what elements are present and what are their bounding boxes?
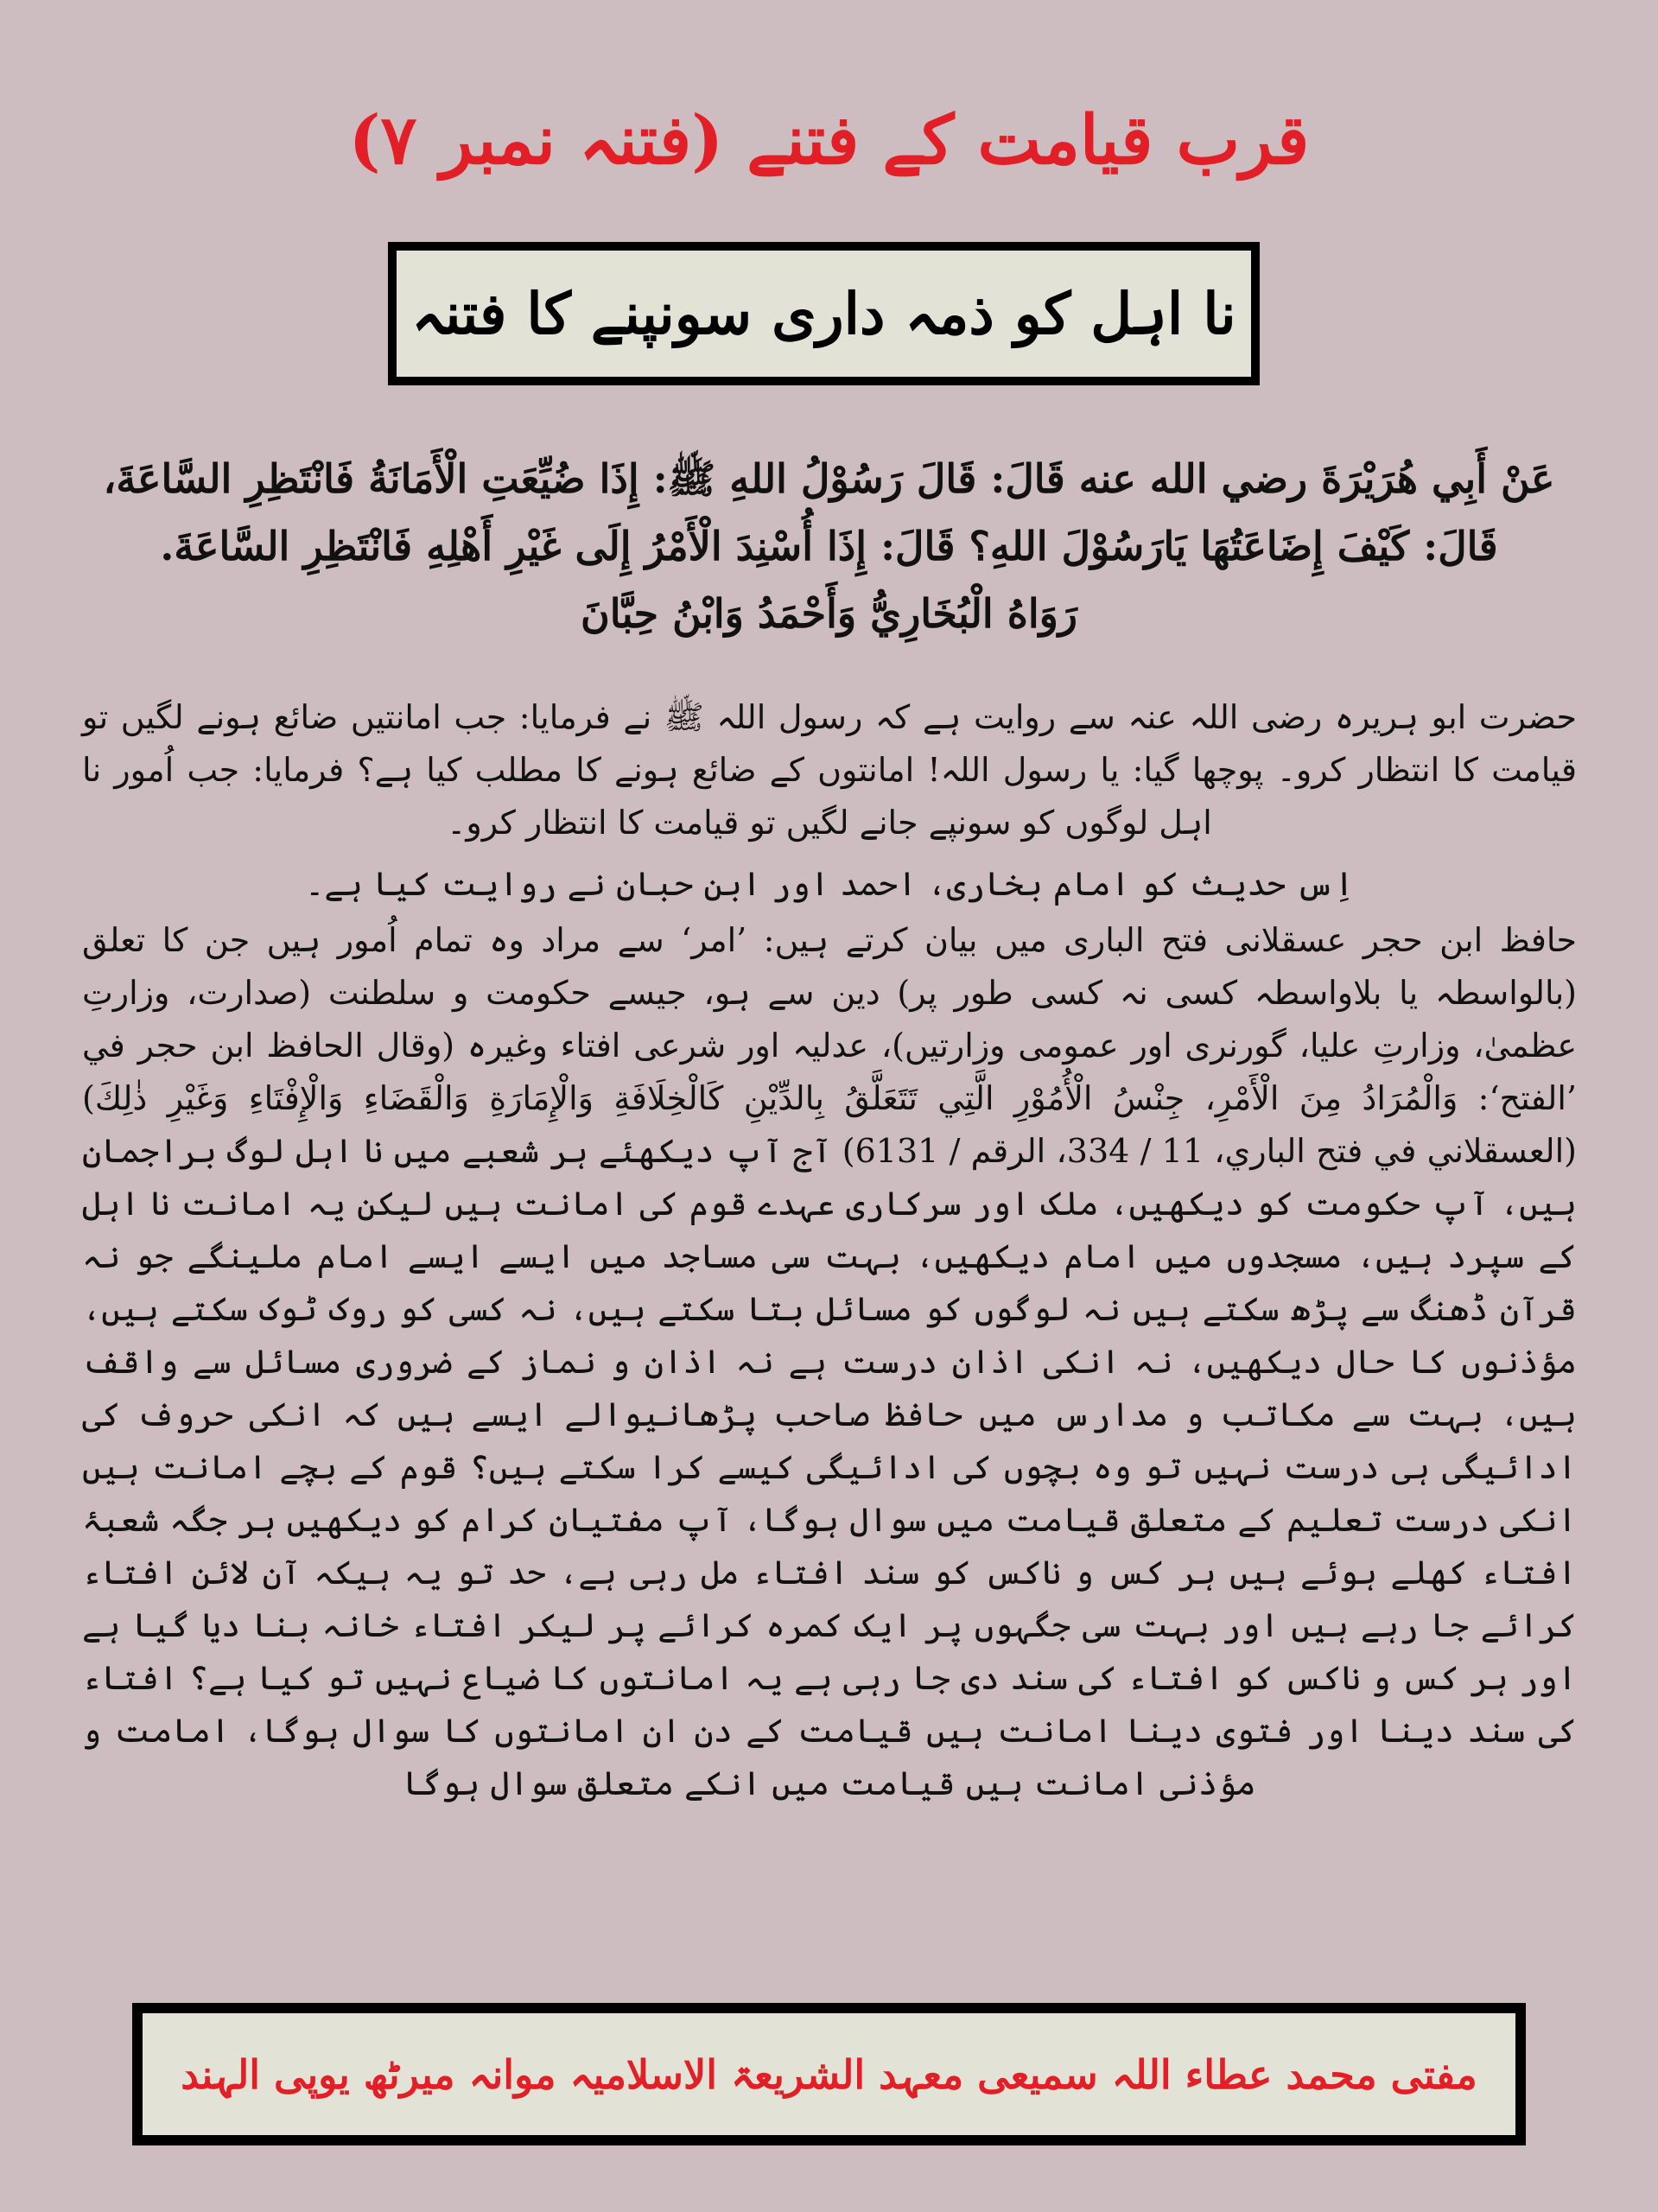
hadith-line-2: قَالَ: كَيْفَ إِضَاعَتُهَا يَارَسُوْلَ اللهِ؟ قَالَ: إِذَا أُسْنِدَ الْأَمْرُ إِلَى غَيْرِ أَهْلِهِ فَانْتَظِرِ السَّاعَةَ. <box>160 523 1498 569</box>
subtitle: نا اہل کو ذمہ داری سونپنے کا فتنہ <box>411 280 1236 347</box>
author-credit: مفتی محمد عطاء اللہ سمیعی معہد الشریعۃ الاسلامیہ موانہ میرٹھ یوپی الہند <box>181 2050 1477 2098</box>
commentary-paragraph: حافظ ابن حجر عسقلانی فتح الباری میں بیان کرتے ہیں: ’امر‘ سے مراد وہ تمام اُمور ہیں جن کا تعلق (بالواسطہ یا بلاواسطہ کسی نہ کسی طور پر) دین سے ہو، جیسے حکومت و سلطنت (صدارت، وزارتِ عظمیٰ، وزارتِ علیا، گورنری اور عمومی وزارتیں)، عدلیہ اور شرعی افتاء وغیرہ (وقال الحافظ ابن حجر في ’الفتح‘: وَالْمُرَادُ مِنَ الْأَمْرِ، جِنْسُ الْأُمُوْرِ الَّتِي تَتَعَلَّقُ بِالدِّيْنِ كَالْخِلَافَةِ وَالْإِمَارَةِ وَالْقَضَاءِ وَالْإِفْتَاءِ وَغَيْرِ ذٰلِكَ) (العسقلاني في فتح الباري، 11 / 334، الرقم / 6131) آج آپ دیکھئے ہر شعبے میں نا اہل لوگ براجمان ہیں، آپ حکومت کو دیکھیں، ملک اور سرکاری عہدے قوم کی امانت ہیں لیکن یہ امانت نا اہل کے سپرد ہیں، مسجدوں میں امام دیکھیں، بہت سی مساجد میں ایسے ایسے امام ملینگے جو نہ قرآن ڈھنگ سے پڑھ سکتے ہیں نہ لوگوں کو مسائل بتا سکتے ہیں، نہ کسی کو روک ٹوک سکتے ہیں، مؤذنوں کا حال دیکھیں، نہ انکی اذان درست ہے نہ اذان و نماز کے ضروری مسائل سے واقف ہیں، بہت سے مکاتب و مدارس میں حافظ صاحب پڑھانیوالے ایسے ہیں کہ انکی حروف کی ادائیگی ہی درست نہیں تو وہ بچوں کی ادائیگی کیسے کرا سکتے ہیں؟ قوم کے بچے امانت ہیں انکی درست تعلیم کے متعلق قیامت میں سوال ہوگا، آپ مفتیان کرام کو دیکھیں ہر جگہ شعبۂ افتاء کھلے ہوئے ہیں ہر کس و ناکس کو سند افتاء مل رہی ہے، حد تو یہ ہیکہ آن لائن افتاء کرائے جا رہے ہیں اور بہت سی جگہوں پر ایک کمرہ کرائے پر لیکر افتاء خانہ بنا دیا گیا ہے اور ہر کس و ناکس کو افتاء کی سند دی جا رہی ہے یہ امانتوں کا ضیاع نہیں تو کیا ہے؟ افتاء کی سند دینا اور فتوی دینا امانت ہیں قیامت کے دن ان امانتوں کا سوال ہوگا، امامت و مؤذنی امانت ہیں قیامت میں انکے متعلق سوال ہوگا <box>82 921 1577 1802</box>
author-box <box>132 2003 1526 2145</box>
translation-paragraph: حضرت ابو ہریرہ رضی اللہ عنہ سے روایت ہے کہ رسول اللہ ﷺ نے فرمایا: جب امانتیں ضائع ہونے لگیں تو قیامت کا انتظار کرو۔ پوچھا گیا: یا رسول اللہ! امانتوں کے ضائع ہونے کا مطلب کیا ہے؟ فرمایا: جب اُمور نا اہل لوگوں کو سونپے جانے لگیں تو قیامت کا انتظار کرو۔ <box>82 698 1577 842</box>
hadith-reference: رَوَاهُ الْبُخَارِيُّ وَأَحْمَدُ وَابْنُ حِبَّانَ <box>580 590 1078 637</box>
subtitle-box <box>388 242 1260 385</box>
hadith-line-1: عَنْ أَبِي هُرَيْرَةَ رضي الله عنه قَالَ: قَالَ رَسُوْلُ اللهِ ﷺ: إِذَا ضُيِّعَتِ الْأَمَانَةُ فَانْتَظِرِ السَّاعَةَ، <box>103 455 1555 502</box>
narration-note: اِس حدیث کو امام بخاری، احمد اور ابن حبان نے روایت کیا ہے۔ <box>305 865 1354 903</box>
body-text <box>82 691 1577 1810</box>
page-title: قرب قیامت کے فتنے (فتنہ نمبر ۷) <box>348 101 1310 180</box>
hadith-text <box>69 445 1589 647</box>
